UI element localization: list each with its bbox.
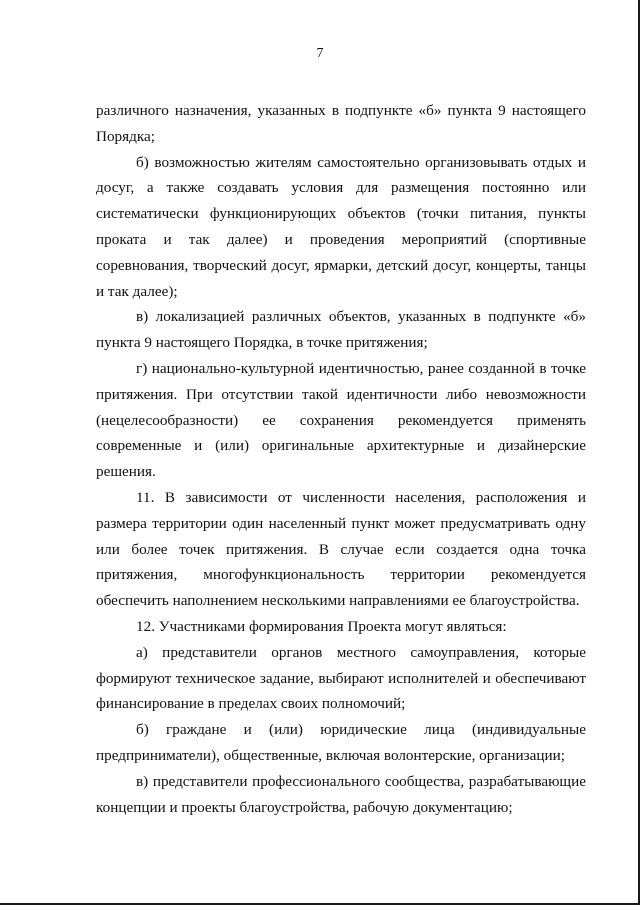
paragraph-8: б) граждане и (или) юридические лица (индивидуальные предприниматели), общественные, включая волонтерские, организации; xyxy=(96,721,586,764)
paragraph-2: б) возможностью жителям самостоятельно организовывать отдых и досуг, а также создавать условия для размещения постоянно или систематически функционирующих объектов (точки питания, пункты проката и так далее) и проведения мероприятий (спортивные соревнования, творческий досуг, ярмарки, детский досуг, концерты, танцы и так далее); xyxy=(96,153,586,300)
paragraph-6: 12. Участниками формирования Проекта могут являться: xyxy=(136,617,507,635)
page-number: 7 xyxy=(316,46,324,61)
paragraph-4: г) национально-культурной идентичностью, ранее созданной в точке притяжения. При отсутствии такой идентичности либо невозможности (нецелесообразности) ее сохранения рекомендуется применять современные и (или) оригинальные архитектурные и дизайнерские решения. xyxy=(96,359,586,481)
document-body xyxy=(96,98,586,820)
paragraph-3: в) локализацией различных объектов, указанных в подпункте «б» пункта 9 настоящего Порядка, в точке притяжения; xyxy=(96,308,586,352)
paragraph-7: а) представители органов местного самоуправления, которые формируют техническое задание, выбирают исполнителей и обеспечивают финансирование в пределах своих полномочий; xyxy=(96,643,586,713)
paragraph-9: в) представители профессионального сообщества, разрабатывающие концепции и проекты благоустройства, рабочую документацию; xyxy=(96,772,586,816)
paragraph-5: 11. В зависимости от численности населения, расположения и размера территории один населенный пункт может предусматривать одну или более точек притяжения. В случае если создается одна точка притяжения, многофункциональность территории рекомендуется обеспечить наполнением несколькими направлениями ее благоустройства. xyxy=(96,488,586,610)
paragraph-1: различного назначения, указанных в подпункте «б» пункта 9 настоящего Порядка; xyxy=(96,102,586,145)
